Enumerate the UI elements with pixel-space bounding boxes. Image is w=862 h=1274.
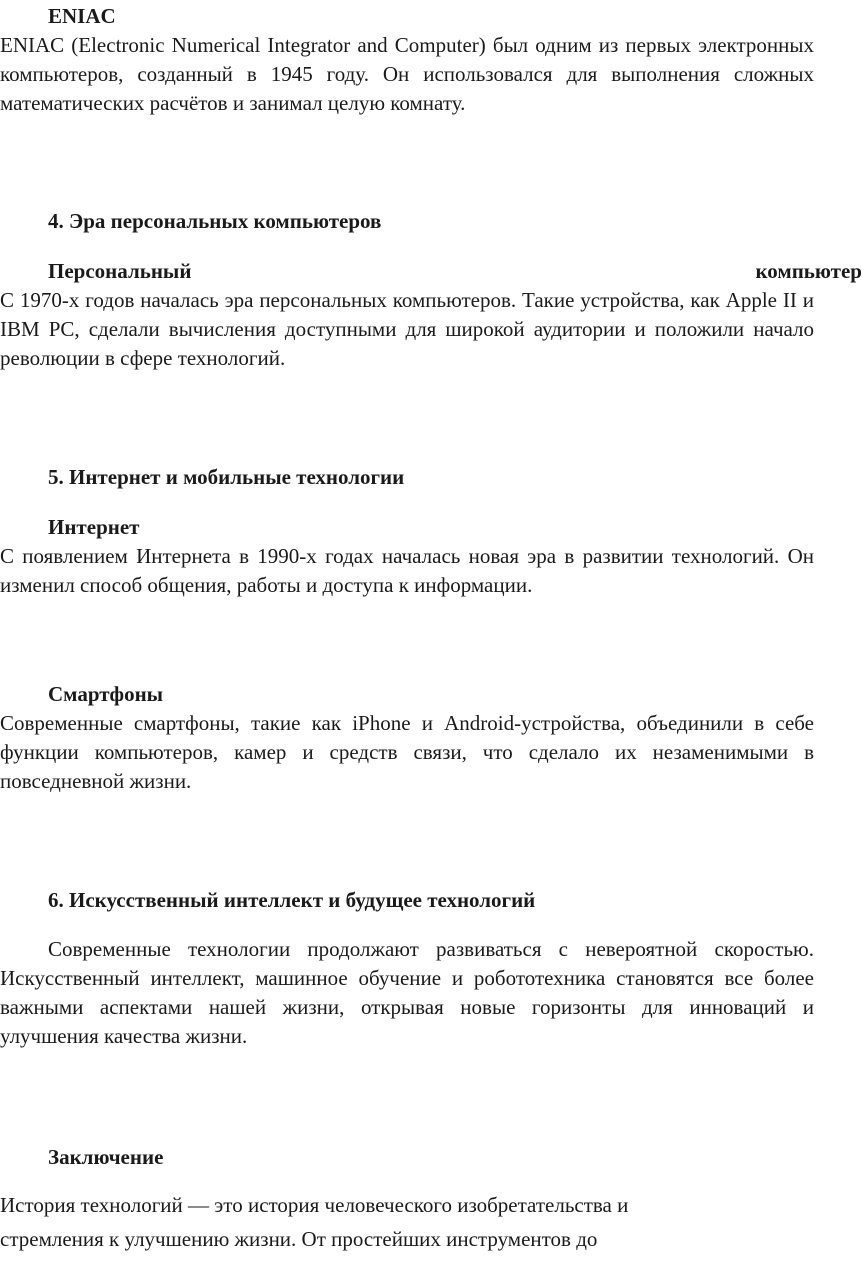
- section-6-title: 6. Искусственный интеллект и будущее технологий: [48, 888, 536, 912]
- subheading-left-word: Персональный: [48, 259, 192, 283]
- conclusion-title: Заключение: [48, 1145, 164, 1169]
- section-4-paragraph: С 1970-х годов началась эра персональных компьютеров. Такие устройства, как Apple II и IBM PC, сделали вычисления доступными для широкой аудитории и положили начало революции в сфере технологий.: [0, 288, 814, 370]
- smartphones-heading: Смартфоны: [48, 682, 164, 706]
- internet-heading: Интернет: [48, 515, 140, 539]
- personal-computer-subheading: [0, 257, 862, 286]
- section-4-title: 4. Эра персональных компьютеров: [48, 209, 382, 233]
- conclusion-line-2: стремления к улучшению жизни. От простейших инструментов до: [0, 1227, 598, 1251]
- conclusion-line-1: История технологий — это история человеческого изобретательства и: [0, 1193, 629, 1217]
- internet-paragraph: С появлением Интернета в 1990-х годах началась новая эра в развитии технологий. Он изменил способ общения, работы и доступа к информации.: [0, 544, 814, 597]
- eniac-heading: ENIAC: [48, 4, 116, 28]
- conclusion-paragraph: [0, 1188, 814, 1256]
- section-5-title: 5. Интернет и мобильные технологии: [48, 465, 405, 489]
- section-6-paragraph: Современные технологии продолжают развиваться с невероятной скоростью. Искусственный интеллект, машинное обучение и робототехника становятся все более важными аспектами нашей жизни, открывая новые горизонты для инноваций и улучшения качества жизни.: [0, 937, 814, 1048]
- eniac-paragraph: ENIAC (Electronic Numerical Integrator and Computer) был одним из первых электронных компьютеров, созданный в 1945 году. Он использовался для выполнения сложных математических расчётов и занимал целую комнату.: [0, 33, 814, 115]
- subheading-right-word: компьютер: [755, 259, 862, 283]
- smartphones-paragraph: Современные смартфоны, такие как iPhone и Android-устройства, объединили в себе функции компьютеров, камер и средств связи, что сделало их незаменимыми в повседневной жизни.: [0, 711, 814, 793]
